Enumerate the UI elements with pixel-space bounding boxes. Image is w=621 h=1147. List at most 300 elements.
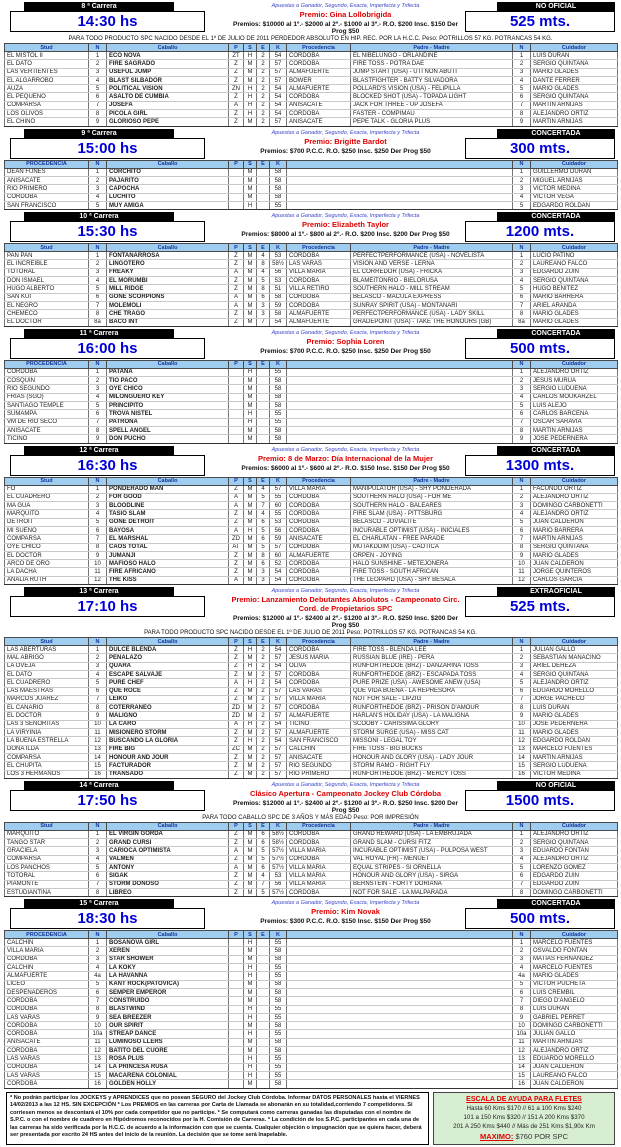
cuidador-cell: LUIS ALEJO (531, 402, 618, 410)
weight-cell: 52 (270, 560, 287, 568)
pelaje-cell: Z (229, 260, 244, 268)
col-header-S: S (244, 160, 257, 168)
stud-cell: SUMAMPA (5, 410, 89, 418)
number-cell: 12 (89, 1047, 107, 1055)
procedencia-cell: ANISACATE (287, 535, 351, 543)
pelaje-cell: Z (229, 76, 244, 84)
cuidador-cell: MARIO GLADES (531, 68, 618, 76)
age-cell (257, 377, 270, 385)
age-cell: 7 (257, 502, 270, 510)
number-cell: 5 (513, 85, 531, 93)
runner-row (5, 695, 618, 703)
race-type-distance (465, 329, 617, 359)
cuidador-cell: VICTOR MEDINA (531, 770, 618, 778)
procedencia-cell: CORDOBA (287, 855, 351, 863)
sex-cell: M (244, 518, 257, 526)
fletes-line-1: Hasta 60 Kms $170 // 61 a 100 Kms $240 (466, 1104, 582, 1112)
age-cell (257, 201, 270, 209)
number-cell: 7 (89, 101, 107, 109)
stud-cell: CORDOBA (5, 1080, 89, 1088)
pelaje-cell: Z (229, 60, 244, 68)
weight-cell: 54 (270, 662, 287, 670)
number-cell: 4 (89, 510, 107, 518)
age-cell: 2 (257, 52, 270, 60)
stud-cell: ANISACATE (5, 1038, 89, 1046)
runner-row (5, 426, 618, 434)
pelaje-cell: ZD (229, 704, 244, 712)
padre-madre-cell: STORM SURGE (USA) - MISS CAT (351, 729, 513, 737)
padre-madre-cell: EL NIBELUNGO - ORLANDINE (351, 52, 513, 60)
number-cell: 12 (89, 737, 107, 745)
runner-row (5, 318, 618, 326)
number-cell: 5 (513, 980, 531, 988)
cuidador-cell: JULIAN GALLO (531, 646, 618, 654)
col-header-S: S (244, 822, 257, 830)
procedencia-cell (287, 1047, 513, 1055)
weight-cell: 59 (270, 301, 287, 309)
sex-cell: M (244, 185, 257, 193)
weight-cell: 58 (270, 310, 287, 318)
horse-name-cell: XEREN (107, 947, 229, 955)
pelaje-cell (229, 980, 244, 988)
race-number-label: 12 ª Carrera (24, 446, 174, 455)
procedencia-cell (287, 1038, 513, 1046)
stud-cell: LA BUENA ESTRELLA (5, 737, 89, 745)
age-cell: 8 (257, 285, 270, 293)
number-cell: 13 (513, 745, 531, 753)
race-number-time (4, 129, 226, 159)
runner-row (5, 980, 618, 988)
race-time: 16:30 hs (10, 455, 205, 476)
horse-name-cell: KANT ROCK(PATOVICA) (107, 980, 229, 988)
stud-cell: MI SUEÑO (5, 526, 89, 534)
pelaje-cell: A (229, 679, 244, 687)
col-header-PROCEDENCIA: PROCEDENCIA (5, 931, 89, 939)
col-header-P: P (229, 244, 244, 252)
procedencia-cell: ANISACATE (287, 118, 351, 126)
weight-cell: 53 (270, 277, 287, 285)
cuidador-cell: CARLOS MOUKARZEL (531, 393, 618, 401)
col-header-S: S (244, 477, 257, 485)
age-cell: 2 (257, 662, 270, 670)
stud-cell: EL CUADRERO (5, 679, 89, 687)
weight-cell: 57 (270, 670, 287, 678)
horse-name-cell: ANTONY (107, 864, 229, 872)
runners-table (4, 43, 618, 127)
number-cell: 4 (89, 393, 107, 401)
cuidador-cell: JORGE PACHECO (531, 695, 618, 703)
weight-cell: 57 (270, 654, 287, 662)
stud-cell: TANGO STAR (5, 839, 89, 847)
stud-cell: SAN FRANCISCO (5, 201, 89, 209)
number-cell: 9 (89, 712, 107, 720)
age-cell: 2 (257, 93, 270, 101)
number-cell: 5 (513, 201, 531, 209)
horse-name-cell: SEMPER EMPEROR (107, 988, 229, 996)
stud-cell: FO (5, 485, 89, 493)
col-header-N: N (89, 44, 107, 52)
race-header-band (4, 212, 617, 242)
weight-cell: 57 (270, 60, 287, 68)
procedencia-cell: CORDOBA (287, 301, 351, 309)
number-cell: 13 (89, 1055, 107, 1063)
stud-cell: EL CANARIO (5, 704, 89, 712)
age-cell: 2 (257, 695, 270, 703)
sex-cell: M (244, 285, 257, 293)
number-cell: 9 (513, 712, 531, 720)
stud-cell: HUGO ALBERTO (5, 285, 89, 293)
sex-cell: M (244, 193, 257, 201)
stud-cell: TICINO (5, 435, 89, 443)
stud-cell: CALCHIN (5, 964, 89, 972)
number-cell: 7 (513, 695, 531, 703)
race-type-label: CONCERTADA (497, 899, 615, 908)
number-cell: 8 (513, 888, 531, 896)
horse-name-cell: QUE ROCE (107, 687, 229, 695)
weight-cell: 54 (270, 646, 287, 654)
stud-cell: ANALIA RUTH (5, 576, 89, 584)
stud-cell: CORDOBA (5, 368, 89, 376)
stud-cell: CORDOBA (5, 997, 89, 1005)
padre-madre-cell: BLOCKED SHOT (USA) - TOPADA LIGHT (351, 93, 513, 101)
weight-cell: 57 (270, 729, 287, 737)
number-cell: 8 (89, 310, 107, 318)
pelaje-cell (229, 410, 244, 418)
horse-name-cell: LIBREO (107, 888, 229, 896)
cuidador-cell: MIGUEL ARNIJAS (531, 176, 618, 184)
horse-name-cell: STAR SHOWER (107, 955, 229, 963)
cuidador-cell: VICTOR PUCHETA (531, 980, 618, 988)
pelaje-cell (229, 1047, 244, 1055)
padre-madre-cell: EL CORREDOR (USA) - FRICKA (351, 268, 513, 276)
number-cell: 5 (89, 518, 107, 526)
number-cell: 14 (513, 1063, 531, 1071)
race-section-11 (4, 329, 617, 444)
weight-cell: 53 (270, 252, 287, 260)
runner-row (5, 293, 618, 301)
cuidador-cell: LAUREANO FALCO (531, 260, 618, 268)
runners-table (4, 822, 618, 897)
sex-cell: M (244, 1022, 257, 1030)
cuidador-cell: ARIEL DEHEZA (531, 662, 618, 670)
procedencia-cell: CORDOBA (287, 502, 351, 510)
race-section-9 (4, 129, 617, 210)
col-header-Caballo: Caballo (107, 44, 229, 52)
cuidador-cell: JUAN CALDERON (531, 1080, 618, 1088)
bets-line: Apuestas a Ganador, Segundo, Exacta, Imperfecta y Trifecta (271, 588, 420, 595)
stud-cell: LAS VERTIENTES (5, 68, 89, 76)
horse-name-cell: TIO PACO (107, 377, 229, 385)
stud-cell: CALCHIN (5, 939, 89, 947)
age-cell: 4 (257, 510, 270, 518)
col-header-N: N (89, 360, 107, 368)
number-cell: 12 (513, 1047, 531, 1055)
age-cell: 6 (257, 518, 270, 526)
number-cell: 1 (513, 830, 531, 838)
runner-row (5, 880, 618, 888)
procedencia-cell: ALMAFUERTE (287, 318, 351, 326)
procedencia-cell: VILLA RETIRO (287, 285, 351, 293)
procedencia-cell: VILLA MARIA (287, 847, 351, 855)
age-cell: 4 (257, 252, 270, 260)
cuidador-cell: SERGIO QUINTANA (531, 670, 618, 678)
sex-cell: H (244, 939, 257, 947)
race-type-label: CONCERTADA (497, 212, 615, 221)
number-cell: 15 (89, 1071, 107, 1079)
padre-madre-cell: HONOUR AND GLORY (USA) - SIRGA (351, 872, 513, 880)
horse-name-cell: FREAKY (107, 268, 229, 276)
sex-cell: M (244, 880, 257, 888)
stud-cell: MARQUITO (5, 830, 89, 838)
col-header-Caballo: Caballo (107, 244, 229, 252)
cuidador-cell: ALEJANDRO ORTIZ (531, 493, 618, 501)
weight-cell: 57 (270, 68, 287, 76)
cuidador-cell: EDUARDO MORELLO (531, 1055, 618, 1063)
number-cell: 11 (513, 568, 531, 576)
race-premio-block (226, 899, 465, 929)
cuidador-cell: ALEJANDRO ORTIZ (531, 855, 618, 863)
horse-name-cell: STORM DONOSO (107, 880, 229, 888)
sex-cell: H (244, 410, 257, 418)
pelaje-cell: Z (229, 310, 244, 318)
age-cell: 7 (257, 318, 270, 326)
procedencia-cell (287, 1071, 513, 1079)
padre-madre-cell: BLAMEITONRIO - BIELORUSA (351, 277, 513, 285)
col-header-E: E (257, 477, 270, 485)
age-cell: 4 (257, 485, 270, 493)
number-cell: 6 (513, 687, 531, 695)
padre-madre-cell: STORM RAMO - RIGHT FLY (351, 762, 513, 770)
col-header-N: N (89, 638, 107, 646)
number-cell: 10 (513, 720, 531, 728)
number-cell: 15 (89, 762, 107, 770)
pelaje-cell: A (229, 526, 244, 534)
number-cell: 15 (513, 762, 531, 770)
stud-cell: DEAN FUNES (5, 168, 89, 176)
sex-cell: H (244, 110, 257, 118)
procedencia-cell (287, 168, 513, 176)
procedencia-cell: CORDOBA (287, 679, 351, 687)
procedencia-cell (287, 426, 513, 434)
col-header-E: E (257, 360, 270, 368)
col-header-N: N (513, 360, 531, 368)
number-cell: 14 (513, 753, 531, 761)
pelaje-cell: Z (229, 285, 244, 293)
padre-madre-cell: FIRE TOSS - BLENDA LEE (351, 646, 513, 654)
premios-line: Premios: $8000 al 1º.- $800 al 2º.- R.O. $200 Insc. $200 Der Prog $50 (241, 231, 450, 239)
cuidador-cell: MARIO GLADES (531, 318, 618, 326)
sex-cell: H (244, 679, 257, 687)
number-cell: 2 (513, 839, 531, 847)
horse-name-cell: EL MARSHAL (107, 535, 229, 543)
weight-cell: 58 (270, 988, 287, 996)
stud-cell: MARCOS JUAREZ (5, 695, 89, 703)
procedencia-cell (287, 410, 513, 418)
weight-cell: 57 (270, 76, 287, 84)
col-header-PROCEDENCIA: PROCEDENCIA (5, 160, 89, 168)
number-cell: 7 (513, 301, 531, 309)
pelaje-cell (229, 368, 244, 376)
cuidador-cell: CARLOS BARCENA (531, 410, 618, 418)
col-header-E: E (257, 44, 270, 52)
runner-row (5, 855, 618, 863)
stud-cell: AUZA (5, 85, 89, 93)
procedencia-cell: CORDOBA (287, 493, 351, 501)
sex-cell: H (244, 526, 257, 534)
weight-cell: 55 (270, 1013, 287, 1021)
procedencia-cell: ALMAFUERTE (287, 68, 351, 76)
race-number-time (4, 781, 226, 814)
runner-row (5, 526, 618, 534)
age-cell (257, 1047, 270, 1055)
pelaje-cell: Z (229, 93, 244, 101)
stud-cell: TOTORAL (5, 268, 89, 276)
number-cell: 11 (89, 1038, 107, 1046)
stud-cell: LICEO (5, 980, 89, 988)
age-cell: 5 (257, 847, 270, 855)
sex-cell: M (244, 551, 257, 559)
runner-row (5, 493, 618, 501)
number-cell: 1 (89, 939, 107, 947)
pelaje-cell: A (229, 301, 244, 309)
number-cell: 2 (513, 176, 531, 184)
age-cell: 2 (257, 687, 270, 695)
runner-row (5, 502, 618, 510)
horse-name-cell: BUSCANDO LA GLORIA (107, 737, 229, 745)
stud-cell: LAS VARAS (5, 1013, 89, 1021)
age-cell (257, 1022, 270, 1030)
padre-madre-cell: NOT FOR SALE - LA MALPARADA (351, 888, 513, 896)
premio-title: Premio: Brigitte Bardot (304, 136, 387, 146)
stud-cell: EL DATO (5, 60, 89, 68)
cuidador-cell: EDUARDO FONTAN (531, 847, 618, 855)
race-time: 15:30 hs (10, 221, 205, 242)
runner-row (5, 101, 618, 109)
race-condition-line: PARA TODO PRODUCTO SPC NACIDO DESDE EL 1º DE JULIO DE 2011 Peso: POTRILLOS 57 KG. POTRANCAS 54 KG. (144, 630, 477, 637)
col-header-P: P (229, 360, 244, 368)
cuidador-cell: LUIS DURAN (531, 1005, 618, 1013)
sex-cell: M (244, 839, 257, 847)
col-header-Stud: Stud (5, 477, 89, 485)
number-cell: 7 (89, 301, 107, 309)
runners-header-row (5, 931, 618, 939)
cuidador-cell: JUAN CALDERON (531, 518, 618, 526)
padre-madre-cell: NOT FOR SALE - LIPZIG (351, 695, 513, 703)
number-cell: 1 (513, 52, 531, 60)
runners-table (4, 160, 618, 210)
race-section-8 (4, 2, 617, 127)
sex-cell: M (244, 510, 257, 518)
cuidador-cell: ALEJANDRO ORTIZ (531, 1047, 618, 1055)
race-time: 14:30 hs (10, 11, 205, 32)
pelaje-cell: Z (229, 670, 244, 678)
stud-cell: DOÑA ILDA (5, 745, 89, 753)
pelaje-cell: Z (229, 277, 244, 285)
number-cell: 1 (513, 168, 531, 176)
cuidador-cell: MARIO GLADES (531, 729, 618, 737)
sex-cell: H (244, 737, 257, 745)
age-cell: 2 (257, 704, 270, 712)
runner-row (5, 510, 618, 518)
number-cell: 8 (89, 110, 107, 118)
number-cell: 9 (513, 435, 531, 443)
runner-row (5, 712, 618, 720)
number-cell: 5 (513, 864, 531, 872)
age-cell (257, 435, 270, 443)
horse-name-cell: TRANSADO (107, 770, 229, 778)
cuidador-cell: SERGIO QUINTANA (531, 60, 618, 68)
age-cell (257, 997, 270, 1005)
weight-cell: 58 (270, 435, 287, 443)
weight-cell: 55 (270, 964, 287, 972)
bets-line: Apuestas a Ganador, Segundo, Exacta, Imperfecta y Trifecta (271, 329, 420, 336)
age-cell: 5 (257, 543, 270, 551)
weight-cell: 58 (270, 185, 287, 193)
col-header-Caballo: Caballo (107, 931, 229, 939)
procedencia-cell: CORDOBA (287, 543, 351, 551)
stud-cell: COSQUIN (5, 377, 89, 385)
weight-cell: 54 (270, 85, 287, 93)
number-cell: 15 (513, 1071, 531, 1079)
race-distance: 1500 mts. (465, 790, 615, 811)
procedencia-cell: CORDOBA (287, 704, 351, 712)
pelaje-cell: Z (229, 518, 244, 526)
weight-cell: 57 (270, 753, 287, 761)
number-cell: 3 (513, 955, 531, 963)
stud-cell: EL NEGRO (5, 301, 89, 309)
pelaje-cell (229, 418, 244, 426)
age-cell (257, 1071, 270, 1079)
col-header-Caballo: Caballo (107, 638, 229, 646)
pelaje-cell: Z (229, 118, 244, 126)
pelaje-cell: Z (229, 695, 244, 703)
number-cell: 9 (89, 1013, 107, 1021)
age-cell: 2 (257, 753, 270, 761)
col-header-Procedencia: Procedencia (287, 44, 351, 52)
procedencia-cell: CORDOBA (287, 277, 351, 285)
cuidador-cell: SEBASTIAN MANACINO (531, 654, 618, 662)
sex-cell: M (244, 753, 257, 761)
horse-name-cell: LA CARO (107, 720, 229, 728)
runner-row (5, 972, 618, 980)
number-cell: 8a (89, 318, 107, 326)
cuidador-cell: MARTIN ARNIJAS (531, 101, 618, 109)
padre-madre-cell: FIRE TOSS - SOUTH AFRICAN (351, 568, 513, 576)
number-cell: 16 (513, 1080, 531, 1088)
number-cell: 8 (89, 1005, 107, 1013)
horse-name-cell: CARIOCA OPTIMISTA (107, 847, 229, 855)
procedencia-cell (287, 947, 513, 955)
weight-cell: 54 (270, 101, 287, 109)
number-cell: 16 (89, 1080, 107, 1088)
stud-cell: EL CUADRERO (5, 493, 89, 501)
col-header-N: N (513, 160, 531, 168)
runner-row (5, 518, 618, 526)
padre-madre-cell: HARLAN'S HOLIDAY (USA) - LA MALIGNA (351, 712, 513, 720)
number-cell: 14 (89, 753, 107, 761)
age-cell: 5 (257, 493, 270, 501)
horse-name-cell: BLASTWIND (107, 1005, 229, 1013)
age-cell (257, 1013, 270, 1021)
col-header-K: K (270, 822, 287, 830)
fletes-box (433, 1092, 615, 1145)
sex-cell: M (244, 988, 257, 996)
number-cell: 4a (513, 972, 531, 980)
stud-cell: EL DOCTOR (5, 712, 89, 720)
cuidador-cell: LAUREANO FALCO (531, 1071, 618, 1079)
weight-cell: 57 (270, 762, 287, 770)
stud-cell: EL ALGARROBO (5, 76, 89, 84)
